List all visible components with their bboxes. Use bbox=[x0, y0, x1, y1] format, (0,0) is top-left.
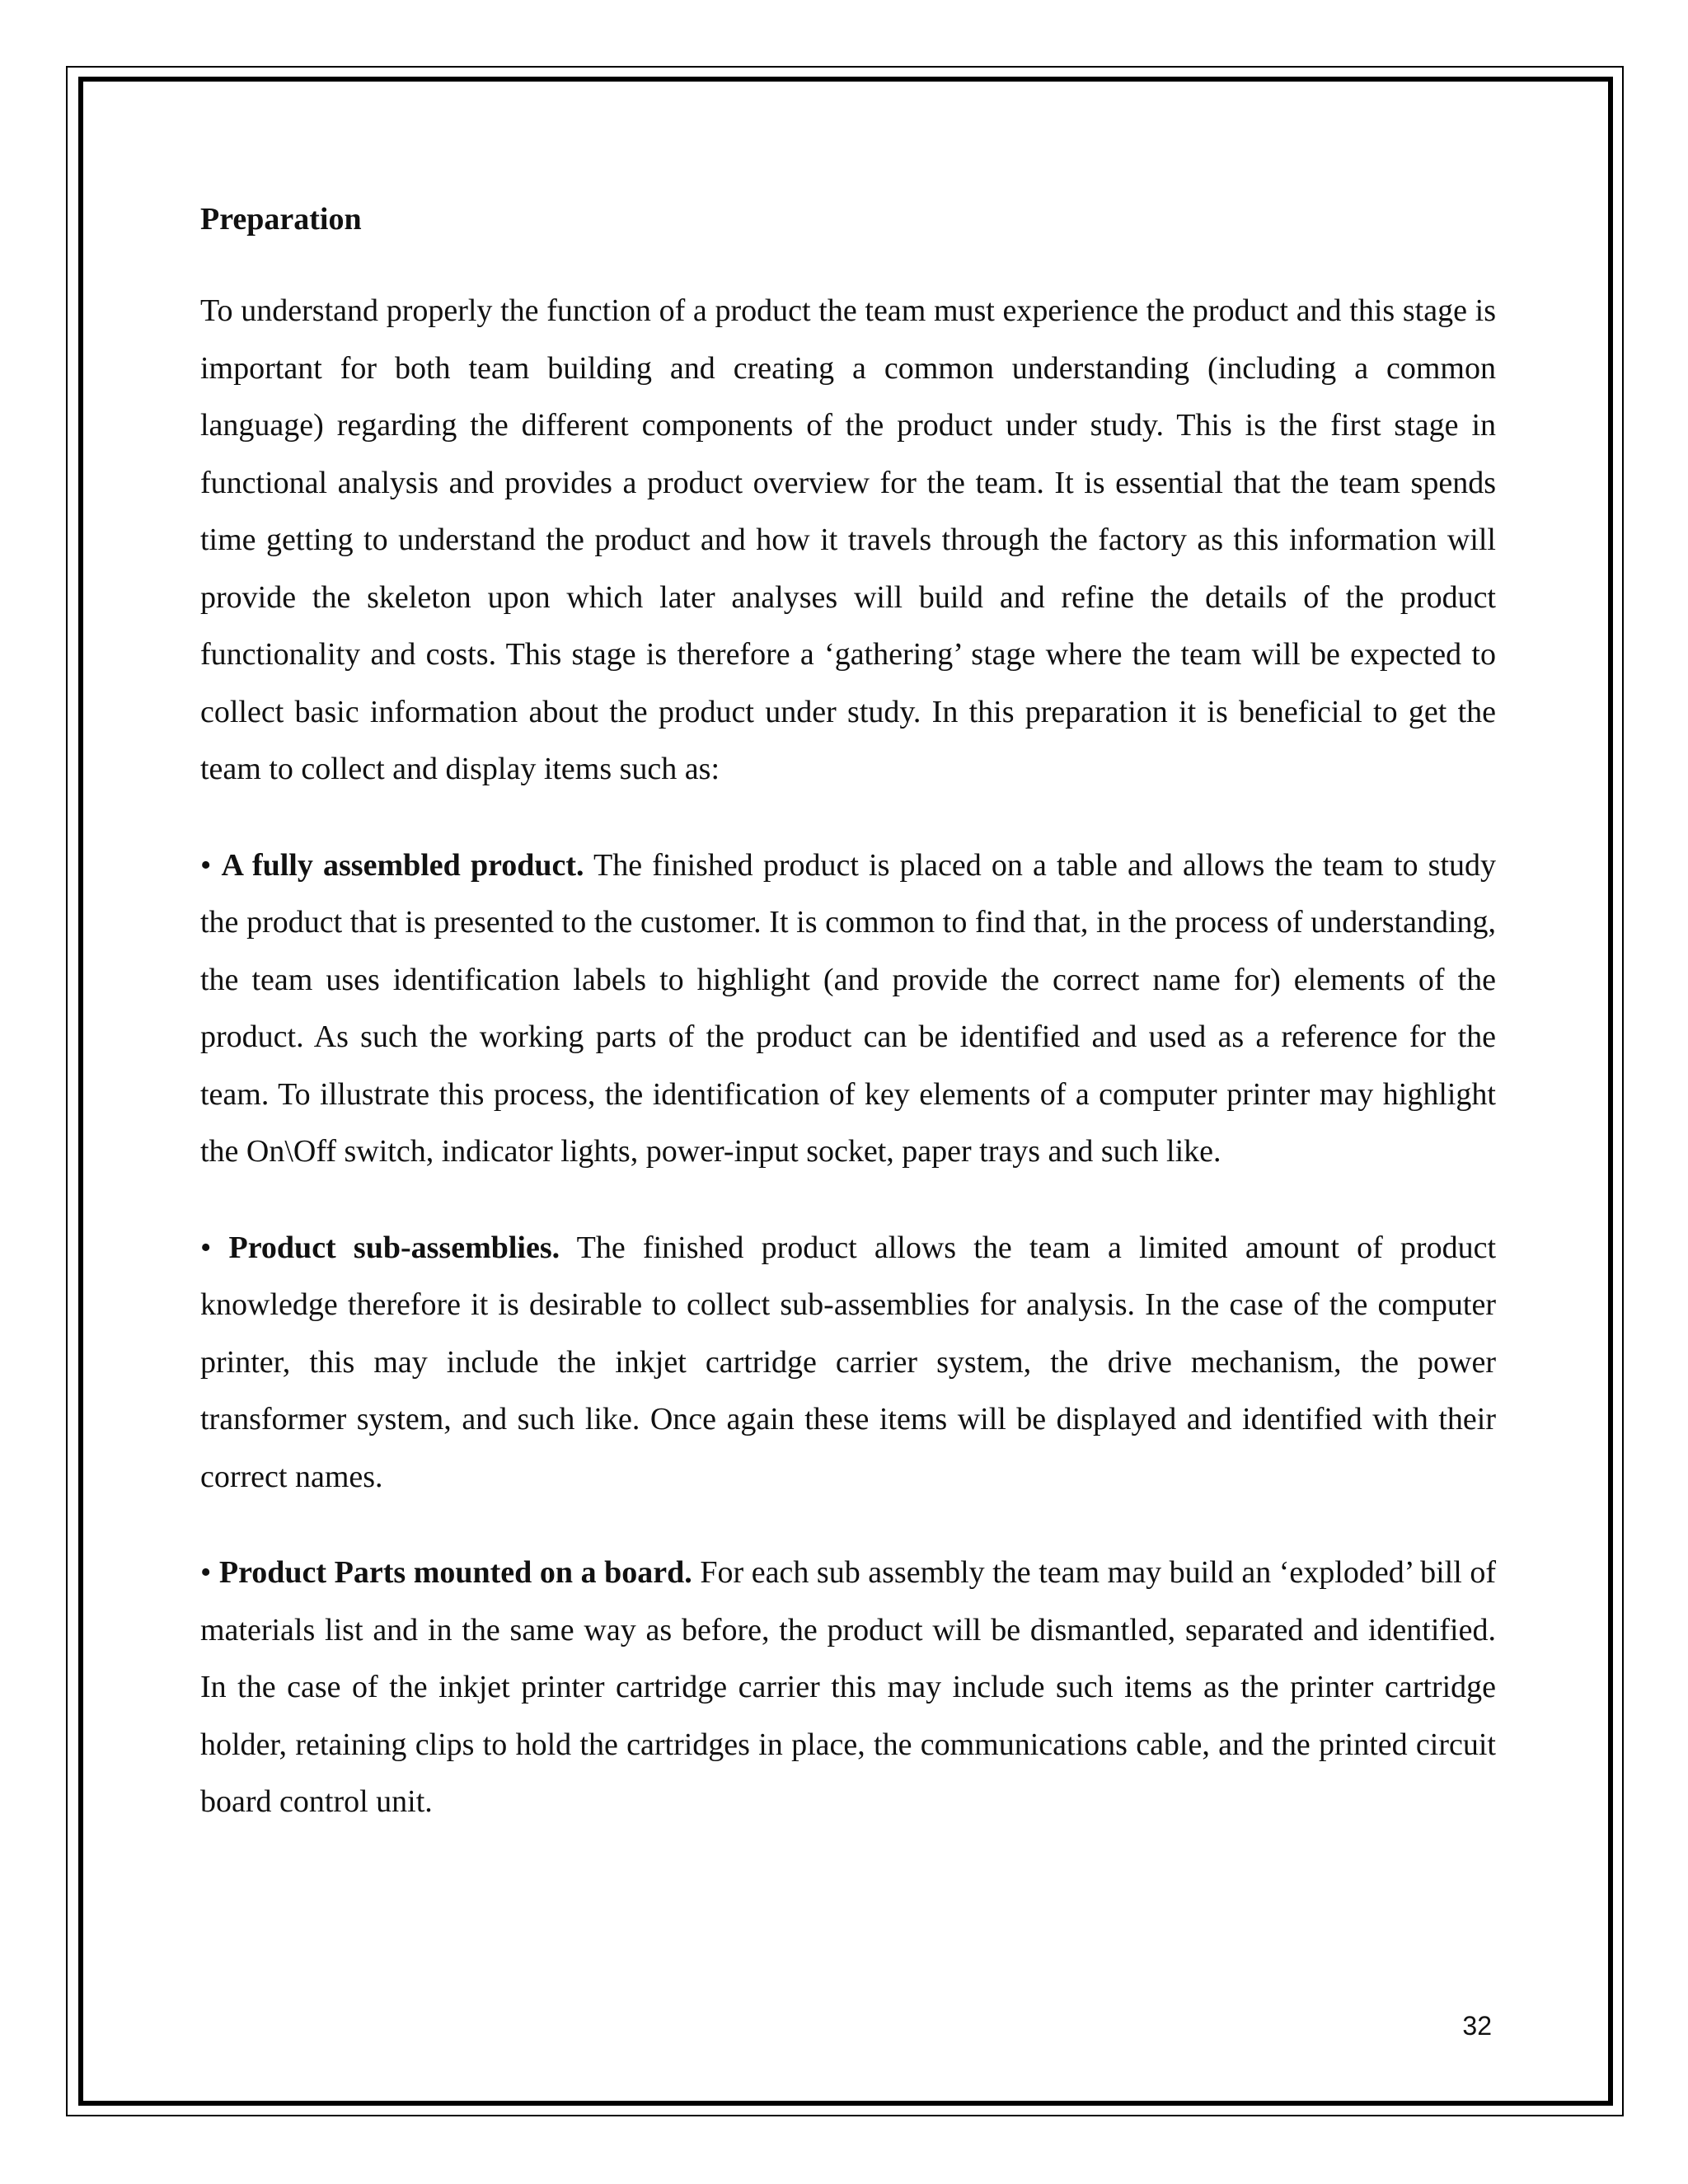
bullet-marker: • bbox=[200, 847, 212, 883]
bullet-title: Product sub-assemblies. bbox=[228, 1230, 560, 1265]
bullet-paragraph bbox=[200, 1220, 1496, 1507]
bullet-title: Product Parts mounted on a board. bbox=[218, 1555, 692, 1590]
bullet-text: The finished product is placed on a table and allows the team to study the product that is presented to the customer. It is common to find that, in the process of understanding, the team uses identification labels to highlight (and provide the correct name for) elements of the product. As such the working parts of the product can be identified and used as a reference for the team. To illustrate this process, the identification of key elements of a computer printer may highlight the On\Off switch, indicator lights, power-input socket, paper trays and such like. bbox=[200, 847, 1496, 1169]
bullet-title: A fully assembled product. bbox=[221, 847, 584, 883]
bullet-marker: • bbox=[200, 1230, 212, 1265]
bullet-paragraph bbox=[200, 837, 1496, 1181]
section-heading: Preparation bbox=[200, 202, 362, 237]
intro-paragraph: To understand properly the function of a product the team must experience the product and this stage is important for both team building and creating a common understanding (including a common language) regarding the different components of the product under study. This is the first stage in functional analysis and provides a product overview for the team. It is essential that the team spends time getting to understand the product and how it travels through the factory as this information will provide the skeleton upon which later analyses will build and refine the details of the product functionality and costs. This stage is therefore a ‘gathering’ stage where the team will be expected to collect basic information about the product under study. In this preparation it is beneficial to get the team to collect and display items such as: bbox=[200, 293, 1496, 786]
bullet-paragraph bbox=[200, 1544, 1496, 1831]
bullet-text: For each sub assembly the team may build an ‘exploded’ bill of materials list and in the same way as before, the product will be dismantled, separated and identified. In the case of the inkjet printer cartridge carrier this may include such items as the printer cartridge holder, retaining clips to hold the cartridges in place, the communications cable, and the printed circuit board control unit. bbox=[200, 1555, 1497, 1819]
bullet-text: The finished product allows the team a limited amount of product knowledge therefore it is desirable to collect sub-assemblies for analysis. In the case of the computer printer, this may include the inkjet cartridge carrier system, the drive mechanism, the power transformer system, and such like. Once again these items will be displayed and identified with their correct names. bbox=[200, 1230, 1497, 1494]
bullet-marker: • bbox=[200, 1555, 212, 1590]
page-number: 32 bbox=[1462, 2011, 1492, 2041]
page-content bbox=[200, 194, 1496, 1870]
